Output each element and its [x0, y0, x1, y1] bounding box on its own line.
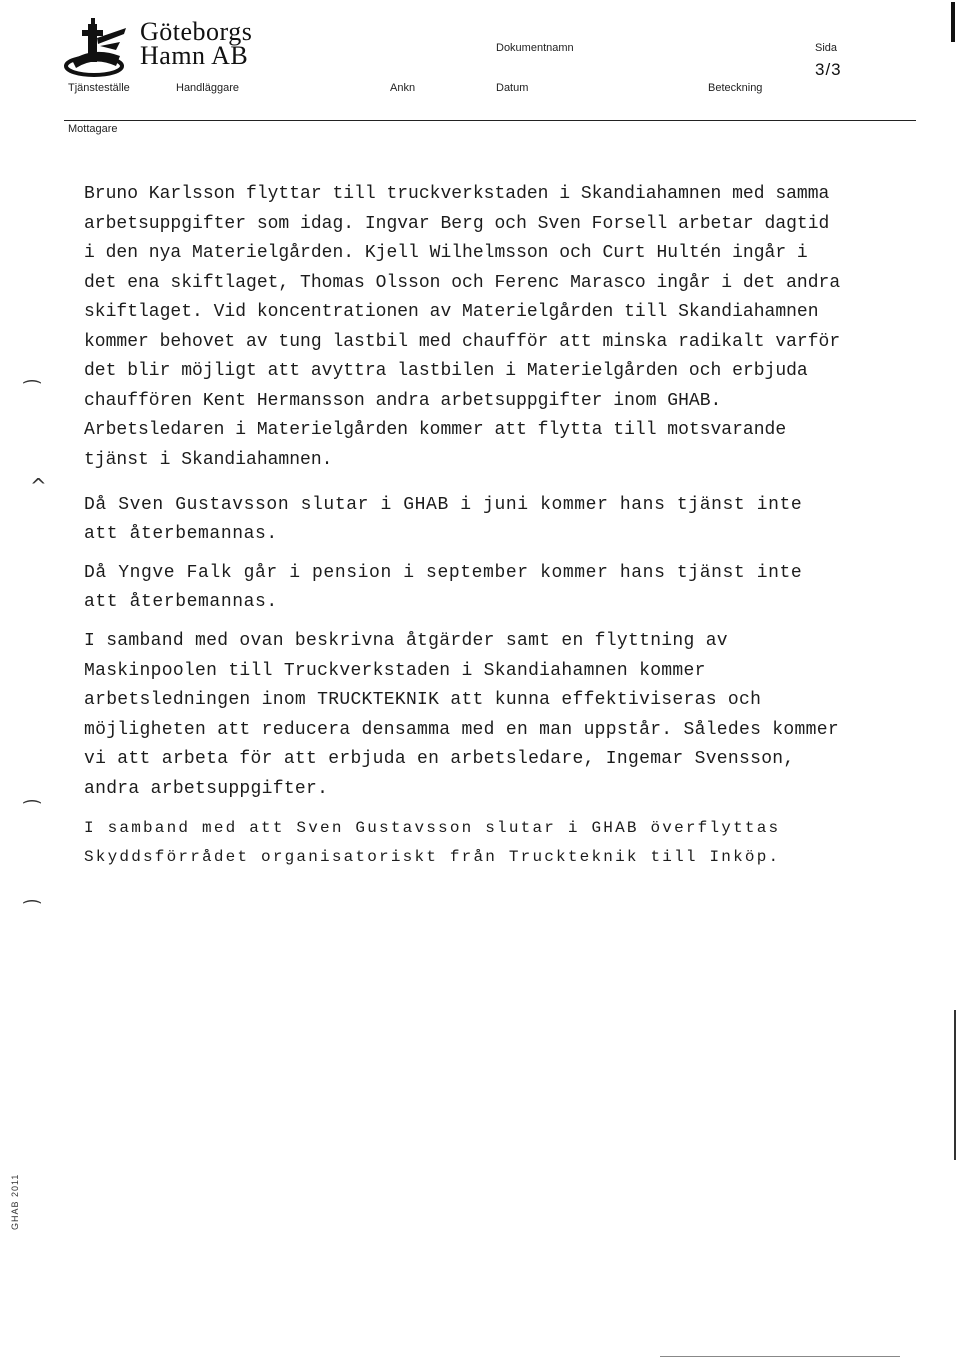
paragraph-sven-gustavsson: Då Sven Gustavsson slutar i GHAB i juni kommer hans tjänst inte att återbemannas.	[84, 495, 803, 544]
label-mottagare: Mottagare	[68, 123, 118, 135]
margin-mark: ⁀	[24, 380, 41, 404]
paragraph-yngve-falk: Då Yngve Falk går i pension i september kommer hans tjänst inte att återbemannas.	[84, 563, 803, 612]
label-ankn: Ankn	[390, 82, 416, 94]
side-footer-text: GHAB 2011	[10, 1173, 20, 1230]
scan-artifact	[951, 2, 955, 42]
paragraph-reorganization: Bruno Karlsson flyttar till truckverkstaden i Skandiahamnen med samma arbetsuppgifter som idag. Ingvar Berg och Sven Forsell arbetar dagtid i den nya Materielgården. Kjell Wilhelmsson och Curt Hultén ingår i det ena skiftlaget, Thomas Olsson och Ferenc Marasco ingår i det andra skiftlaget. Vid koncentrationen av Materielgården till Skandiahamnen kommer behovet av tung lastbil med chaufför att minska radikalt varför det blir möjligt att avyttra lastbilen i Materielgården och erbjuda chauffören Kent Hermansson andra arbetsuppgifter inom GHAB. Arbetsledaren i Materielgården kommer att flytta till motsvarande tjänst i Skandiahamnen.	[84, 184, 841, 470]
label-handlaggare: Handläggare	[176, 82, 239, 94]
header-divider	[64, 120, 916, 121]
paragraph-skyddsforradet: I samband med att Sven Gustavsson slutar i GHAB överflyttas Skyddsförrådet organisatoriskt från Truckteknik till Inköp.	[84, 819, 781, 866]
label-dokumentnamn: Dokumentnamn	[496, 42, 574, 54]
bottom-divider	[660, 1356, 900, 1357]
page-number: 3/3	[815, 60, 842, 79]
margin-mark: ^	[30, 474, 47, 498]
company-logo-icon	[64, 16, 134, 78]
letter-body	[84, 180, 844, 872]
company-name-line1: Göteborgs	[140, 17, 253, 46]
margin-mark: ⁀	[24, 900, 41, 924]
company-name	[140, 17, 253, 70]
label-tjanstestalle: Tjänsteställe	[68, 82, 130, 94]
scan-artifact	[954, 1010, 956, 1160]
paragraph-maskinpoolen: I samband med ovan beskrivna åtgärder samt en flyttning av Maskinpoolen till Truckverkstaden i Skandiahamnen kommer arbetsledningen inom TRUCKTEKNIK att kunna effektiviseras och möjligheten att reducera densamma med en man uppstår. Således kommer vi att arbeta för att erbjuda en arbetsledare, Ingemar Svensson, andra arbetsuppgifter.	[84, 631, 839, 799]
company-name-line2: Hamn AB	[140, 41, 249, 70]
label-sida: Sida	[815, 42, 838, 54]
label-datum: Datum	[496, 82, 529, 94]
margin-mark: ⁀	[24, 800, 41, 824]
label-beteckning: Beteckning	[708, 82, 763, 94]
